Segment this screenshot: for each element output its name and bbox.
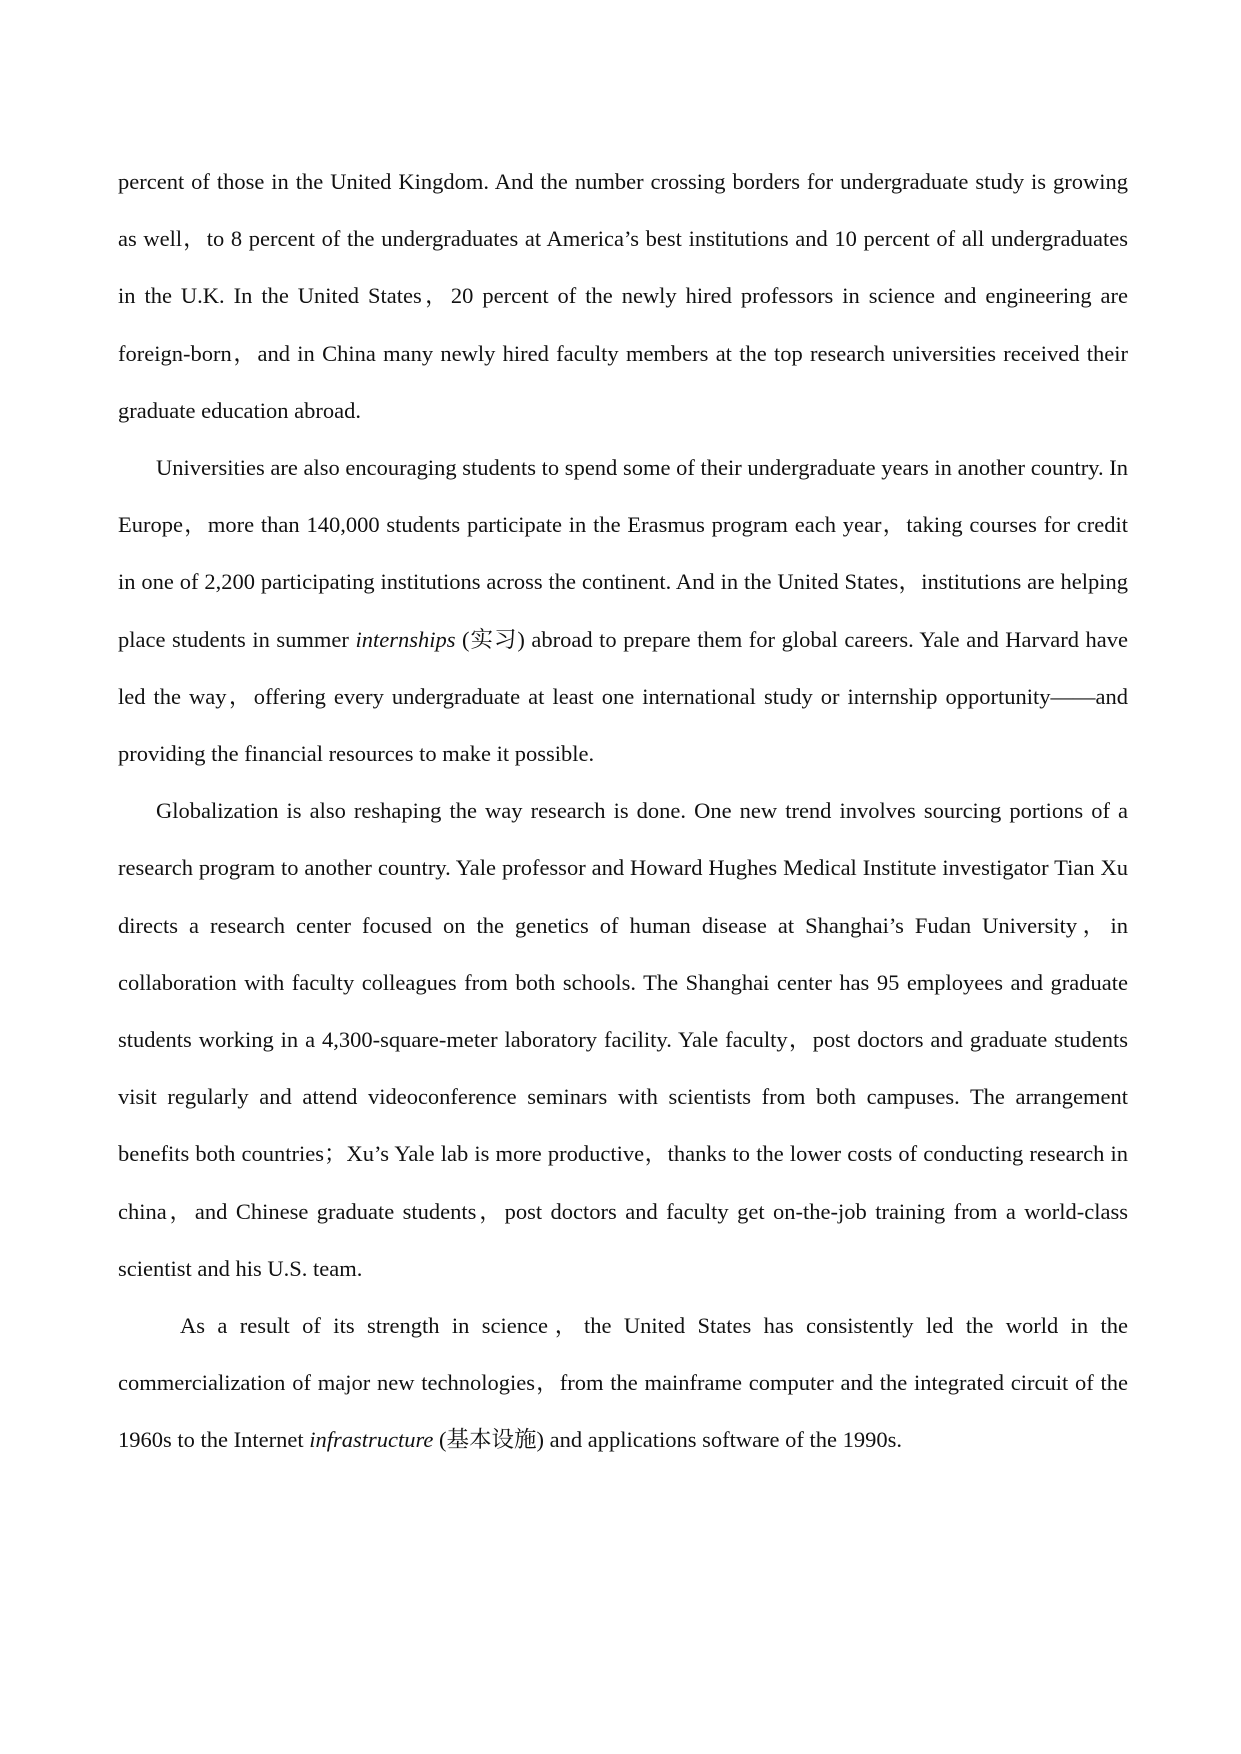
text-run: Universities are also encouraging students to spend some of their undergraduate years in another country. In Europe，more than 140,000 students participate in the Erasmus program each year，taking courses for credit in one of 2,200 participating institutions across the continent. And in the United States，institutions are helping place students in summer [118,455,1128,652]
text-run: percent of those in the United Kingdom. And the number crossing borders for undergraduate study is growing as well，to 8 percent of the undergraduates at America’s best institutions and 10 percent of all undergraduates in the U.K. In the United States，20 percent of the newly hired professors in science and engineering are foreign-born，and in China many newly hired faculty members at the top research universities received their graduate education abroad. [118,169,1128,423]
italic-term: internships [355,626,456,652]
paragraph-commercialization [118,1297,1128,1469]
text-run: Globalization is also reshaping the way research is done. One new trend involves sourcing portions of a research program to another country. Yale professor and Howard Hughes Medical Institute investigator Tian Xu directs a research center focused on the genetics of human disease at Shanghai’s Fudan University，in collaboration with faculty colleagues from both schools. The Shanghai center has 95 employees and graduate students working in a 4,300-square-meter laboratory facility. Yale faculty，post doctors and graduate students visit regularly and attend videoconference seminars with scientists from both campuses. The arrangement benefits both countries；Xu’s Yale lab is more productive，thanks to the lower costs of conducting research in china，and Chinese graduate students，post doctors and faculty get on-the-job training from a world-class scientist and his U.S. team. [118,798,1128,1281]
paragraph-research-globalization [118,782,1128,1297]
document-page [118,153,1128,1469]
italic-term: infrastructure [309,1427,434,1453]
text-run: (基本设施) and applications software of the 1990s. [433,1427,903,1453]
text-run: As a result of its strength in science，the United States has consistently led the world in the commercialization of major new technologies，from the mainframe computer and the integrated circuit of the 1960s to the Internet [118,1313,1128,1453]
text-run: (实习) abroad to prepare them for global careers. Yale and Harvard have led the way，offering every undergraduate at least one international study or internship opportunity——and providing the financial resources to make it possible. [118,626,1128,767]
paragraph-continuation [118,153,1128,439]
paragraph-study-abroad [118,439,1128,782]
